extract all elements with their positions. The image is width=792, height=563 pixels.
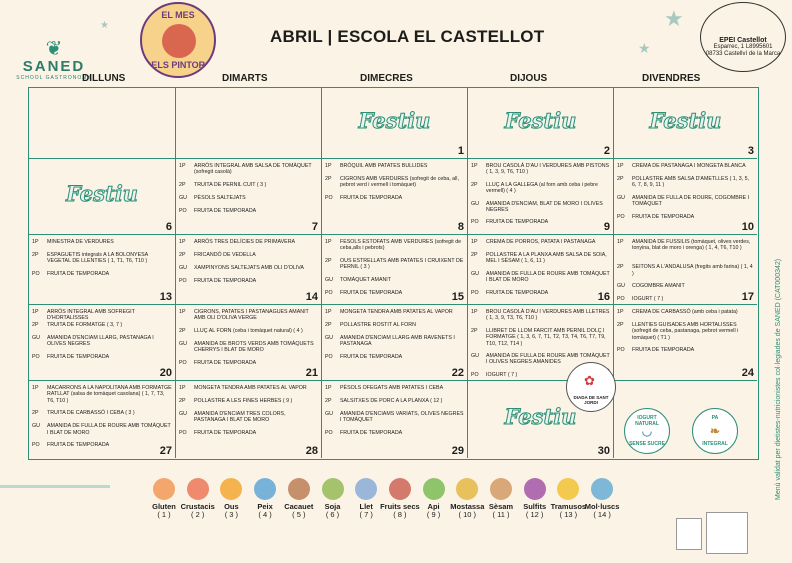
dish-name: FRUITA DE TEMPORADA <box>47 442 110 448</box>
course-code: PO <box>32 270 40 277</box>
dish-name: ARRÒS TRES DELÍCIES DE PRIMAVERA <box>194 239 296 245</box>
dish-name: PÈSOLS SALTEJATS <box>194 194 246 201</box>
course-code: 1P <box>617 239 624 245</box>
dish-name: AMANIDA DE FUSSILIS (tomàquet, olives verdes, tonyina, blat de moro i orenga) ( 1, 4, T6, T10 ) <box>632 239 751 252</box>
course-code: 2P <box>179 181 186 188</box>
allergen-name: Llet <box>359 502 373 511</box>
allergen-icon <box>389 478 411 500</box>
dish-name: FRUITA DE TEMPORADA <box>340 194 403 201</box>
dish-name: IOGURT ( 7 ) <box>632 296 664 302</box>
allergen-name: Api <box>427 502 440 511</box>
whole-bread-badge-bottom: INTEGRAL <box>702 441 728 447</box>
validation-note: Menú validat per dietistes-nutricionistes col·legiades de SANED (CAT000342) <box>775 258 782 500</box>
day-header-tuesday: DIMARTS <box>222 73 268 84</box>
dish-name: SALSITXES DE PORC A LA PLANXA ( 12 ) <box>340 398 443 404</box>
dish-name: COGOMBRE AMANIT <box>632 283 685 289</box>
day-number: 21 <box>305 367 318 379</box>
course-code: 1P <box>179 239 186 245</box>
course-code: PO <box>179 359 187 366</box>
allergen-name: Gluten <box>152 502 176 511</box>
course-code: 2P <box>471 181 478 188</box>
day-cell <box>468 88 614 159</box>
dish-name: LLUÇ AL FORN (ceba i tomàquet natural) ( 4 ) <box>194 327 303 334</box>
allergen-icon <box>288 478 310 500</box>
dish-name: TRUITA DE CARBASSÓ I CEBA ( 3 ) <box>47 410 135 417</box>
allergen-icon <box>423 478 445 500</box>
dish-name: TOMÀQUET AMANIT <box>340 276 392 283</box>
allergen-icon <box>591 478 613 500</box>
allergen-name: Crustacis <box>180 502 215 511</box>
dish-name: FRUITA DE TEMPORADA <box>194 207 257 214</box>
allergen-code: ( 4 ) <box>258 510 272 519</box>
star-icon: ★ <box>664 6 684 31</box>
day-cell <box>29 305 176 381</box>
day-cell <box>322 381 468 458</box>
dish-name: POLLASTRE ROSTIT AL FORN <box>340 322 416 328</box>
day-cell <box>322 235 468 305</box>
yogurt-icon: ◡ <box>641 424 653 438</box>
day-header-thursday: DIJOUS <box>510 73 548 84</box>
holiday-label: Festiu <box>649 107 722 133</box>
course-code: PO <box>179 429 187 436</box>
course-code: GU <box>471 270 479 277</box>
course-code: GU <box>471 353 479 359</box>
natural-yogurt-badge <box>624 408 670 454</box>
dish-name: AMANIDA DE FULLA DE ROURE AMB TOMÀQUET I BLAT DE MORO <box>486 270 610 284</box>
dish-name: BROU CASOLÀ D'AU I VERDURES AMB LLETRES ( 1, 3, 9, T3, T6, T10 ) <box>486 309 610 322</box>
allergen-name: Sulfits <box>523 502 547 511</box>
dish-name: TRUITA DE PERNIL CUIT ( 3 ) <box>194 181 267 188</box>
allergen-name: Sèsam <box>488 502 514 511</box>
course-code: 2P <box>179 327 186 334</box>
sant-jordi-label: DIADA DE SANT JORDI <box>573 395 609 405</box>
dish-name: POLLASTRE A LES FINES HERBES ( 9 ) <box>194 398 293 404</box>
dish-name: ARRÒS INTEGRAL AMB SOFREGIT D'HORTALISSES <box>47 309 135 322</box>
course-code: PO <box>179 278 187 284</box>
day-number: 16 <box>597 291 610 303</box>
theme-badge-bottom: DELS PINTORS <box>144 60 212 70</box>
dish-name: ESPAGUETIS integrals A LA BOLONYESA VEGETAL DE LLENTIES ( 1, T1, T6, T10 ) <box>47 252 148 265</box>
allergen-icon <box>456 478 478 500</box>
course-code: 2P <box>325 176 332 182</box>
whole-bread-badge-top: PA <box>711 415 719 421</box>
course-code: PO <box>179 207 187 214</box>
day-cell <box>614 305 757 381</box>
dish-name: AMANIDA D'ENCIAM TRES COLORS, PASTANAGA I BLAT DE MORO <box>194 411 286 424</box>
course-code: GU <box>32 423 40 430</box>
allergen-name: Mostassa <box>450 502 485 511</box>
empty-day-cell <box>29 88 176 159</box>
allergen-name: Mol·luscs <box>584 502 620 511</box>
dish-name: XAMPINYONS SALTEJATS AMB OLI D'OLIVA <box>194 265 304 271</box>
allergen-code: ( 5 ) <box>292 510 306 519</box>
course-code: 2P <box>325 398 332 404</box>
course-code: 2P <box>32 252 39 258</box>
allergen-item <box>582 478 622 519</box>
day-cell <box>614 88 757 159</box>
course-code: GU <box>325 276 333 283</box>
day-cell <box>29 159 176 235</box>
allergen-icon <box>254 478 276 500</box>
day-number: 10 <box>741 221 754 233</box>
dish-name: CREMA DE PASTANAGA I MONGETA BLANCA <box>632 163 746 169</box>
day-cell <box>176 305 322 381</box>
dish-name: CIGRONS, PATATES I PASTANAGUES AMANIT AMB OLI D'OLIVA VERGE <box>194 309 309 322</box>
allergen-icon <box>557 478 579 500</box>
dish-name: FRUITA DE TEMPORADA <box>632 347 695 354</box>
dish-name: AMANIDA DE FULLA DE ROURE, COGOMBRE I TOMÀQUET <box>632 194 750 208</box>
day-number: 1 <box>457 145 464 157</box>
day-number: 29 <box>451 445 464 457</box>
holiday-label: Festiu <box>504 107 577 133</box>
day-cell <box>176 159 322 235</box>
course-code: 1P <box>179 163 186 169</box>
course-code: GU <box>179 265 187 271</box>
rose-icon: ✿ <box>584 373 595 388</box>
course-code: 2P <box>325 257 332 264</box>
day-number: 7 <box>311 221 318 233</box>
course-code: PO <box>32 442 40 448</box>
course-code: 1P <box>325 309 332 315</box>
course-code: PO <box>325 429 333 436</box>
dish-name: FRUITA DE TEMPORADA <box>486 289 549 296</box>
day-number: 30 <box>597 445 610 457</box>
holiday-label: Festiu <box>504 403 577 429</box>
allergen-icon <box>355 478 377 500</box>
allergen-code: ( 9 ) <box>426 510 441 519</box>
day-cell <box>614 235 757 305</box>
day-cell <box>176 235 322 305</box>
school-stamp-line2: Esparrec, 1 L8995601 <box>713 44 773 50</box>
theme-badge-top: EL MES <box>161 10 195 20</box>
day-header-wednesday: DIMECRES <box>360 73 413 84</box>
course-code: 1P <box>325 385 332 391</box>
dish-name: FRUITA DE TEMPORADA <box>340 289 403 296</box>
dish-name: POLLASTRE A LA PLANXA AMB SALSA DE SOIA, MEL I SÈSAM ( 1, 6, 11 ) <box>486 252 607 265</box>
dish-name: ARRÒS INTEGRAL AMB SALSA DE TOMÀQUET (sofregit casolà) <box>194 163 312 176</box>
day-header-monday: DILLUNS <box>82 73 126 84</box>
course-code: GU <box>617 283 625 289</box>
course-code: 1P <box>471 309 478 315</box>
theme-badge <box>140 2 216 78</box>
day-number: 27 <box>159 445 172 457</box>
allergen-code: ( 10 ) <box>458 510 477 519</box>
course-code: 1P <box>325 239 332 245</box>
dish-name: AMANIDA DE FULLA DE ROURE AMB TOMÀQUET I OLIVES NEGRES AMANIDES <box>486 353 610 366</box>
dish-name: MONGETA TENDRA AMB PATATES AL VAPOR <box>194 385 307 391</box>
dish-name: AMANIDA D'ENCIAM LLARG AMB RAVENETS I PASTANAGA <box>340 335 455 348</box>
dish-name: FRUITA DE TEMPORADA <box>194 429 257 436</box>
dish-name: BROU CASOLÀ D'AU I VERDURES AMB PISTONS ( 1, 3, 9, T6, T10 ) <box>486 163 610 176</box>
dish-name: FRUITA DE TEMPORADA <box>486 219 549 226</box>
day-number: 17 <box>741 291 754 303</box>
dish-name: LLIBRET DE LLOM FARCIT AMB PERNIL DOLÇ I FORMATGE ( 1, 3, 6, 7, T1, T2, T3, T4, T6, T7, T9, T10, T12, T14 ) <box>486 327 606 347</box>
dish-name: POLLASTRE AMB SALSA D'AMETLLES ( 1, 3, 5, 6, 7, 8, 9, 11 ) <box>632 176 750 189</box>
dish-name: CREMA DE PORROS, PATATA I PASTANAGA <box>486 239 596 245</box>
dish-name: AMANIDA DE FULLA DE ROURE AMB TOMÀQUET I BLAT DE MORO <box>47 423 171 436</box>
day-cell <box>322 159 468 235</box>
allergen-name: Soja <box>324 502 341 511</box>
dish-name: AMANIDA DE BROTS VERDS AMB TOMÀQUETS CHERRYS I BLAT DE MORO <box>194 340 314 354</box>
allergen-icon <box>490 478 512 500</box>
course-code: PO <box>471 219 479 226</box>
dish-name: AMANIDA D'ENCIAM, BLAT DE MORO I OLIVES NEGRES <box>486 200 603 213</box>
star-icon: ★ <box>638 40 651 56</box>
day-cell <box>29 235 176 305</box>
dish-name: CIGRONS AMB VERDURES (sofregit de ceba, all, pebrot verd i vermell i tomàquet) <box>340 176 459 189</box>
allergen-code: ( 7 ) <box>359 510 373 519</box>
course-code: GU <box>179 411 187 417</box>
allergen-icon <box>524 478 546 500</box>
course-code: 1P <box>471 239 478 245</box>
dish-name: SEITONS A L'ANDALUSA (fregits amb farina) ( 1, 4 ) <box>632 264 753 277</box>
course-code: 1P <box>179 309 186 315</box>
tuv-certificate-icon <box>706 512 748 554</box>
course-code: GU <box>617 194 625 201</box>
allergen-name: Tramusos <box>550 502 587 511</box>
course-code: 2P <box>617 322 624 328</box>
day-number: 2 <box>603 145 610 157</box>
course-code: GU <box>32 335 40 341</box>
allergen-name: Ous <box>224 502 239 511</box>
allergen-icon <box>153 478 175 500</box>
dish-name: FRUITA DE TEMPORADA <box>47 270 110 277</box>
dish-name: AMANIDA D'ENCIAMS VARIATS, OLIVES NEGRES I TOMÀQUET <box>340 411 464 424</box>
school-stamp-line1: EPEI Castellot <box>719 37 767 44</box>
dish-name: LLENTIES GUISADES AMB HORTALISSES (sofregit de ceba, pastanaga, pebrot vermell i tomàquet) ( T1 ) <box>632 322 739 341</box>
day-cell <box>322 305 468 381</box>
dish-name: FRUITA DE TEMPORADA <box>340 429 403 436</box>
day-number: 8 <box>457 221 464 233</box>
allergen-code: ( 11 ) <box>492 510 510 519</box>
course-code: 1P <box>179 385 186 391</box>
course-code: 1P <box>32 385 39 391</box>
course-code: GU <box>325 411 333 417</box>
empty-day-cell <box>176 88 322 159</box>
star-icon: ★ <box>100 20 109 31</box>
day-cell <box>468 159 614 235</box>
allergen-icon <box>322 478 344 500</box>
vegetable-crate-illustration <box>0 485 110 563</box>
day-number: 13 <box>159 291 172 303</box>
course-code: 1P <box>325 163 332 169</box>
menu-calendar <box>28 87 759 460</box>
course-code: GU <box>325 335 333 341</box>
course-code: 2P <box>471 327 478 334</box>
page-title: ABRIL | ESCOLA EL CASTELLOT <box>270 27 545 46</box>
course-code: PO <box>325 289 333 296</box>
bread-icon: ❧ <box>709 424 721 438</box>
course-code: PO <box>325 194 333 201</box>
dish-name: FRICANDÓ DE VEDELLA <box>194 252 256 258</box>
day-number: 24 <box>741 367 754 379</box>
dish-name: FRUITA DE TEMPORADA <box>194 278 257 284</box>
brand-name: SANED <box>22 58 86 75</box>
holiday-label: Festiu <box>358 107 431 133</box>
course-code: 1P <box>617 309 624 315</box>
dish-name: BRÒQUIL AMB PATATES BULLIDES <box>340 163 428 169</box>
dish-name: TRUITA DE FORMATGE ( 3, 7 ) <box>47 322 123 328</box>
school-stamp <box>700 2 786 72</box>
allergen-icon <box>220 478 242 500</box>
allergen-code: ( 6 ) <box>325 510 340 519</box>
dish-name: IOGURT ( 7 ) <box>486 371 518 378</box>
day-number: 14 <box>305 291 318 303</box>
course-code: PO <box>617 213 625 220</box>
allergen-icon <box>187 478 209 500</box>
course-code: 1P <box>617 163 624 169</box>
day-number: 28 <box>305 445 318 457</box>
day-number: 3 <box>747 145 754 157</box>
quality-certificate-icon <box>676 518 702 550</box>
allergen-code: ( 3 ) <box>224 510 239 519</box>
saned-leaf-icon: ❦ <box>45 38 63 60</box>
dish-name: MINESTRA DE VERDURES <box>47 239 114 245</box>
day-cell <box>176 381 322 458</box>
day-number: 6 <box>165 221 172 233</box>
allergen-code: ( 13 ) <box>559 510 578 519</box>
dish-name: CREMA DE CARBASSÓ (amb ceba i patata) <box>632 309 738 315</box>
course-code: GU <box>179 194 187 201</box>
holiday-label: Festiu <box>66 181 138 206</box>
course-code: GU <box>179 340 187 347</box>
course-code: 1P <box>32 239 39 245</box>
dish-name: MONGETA TENDRA AMB PATATES AL VAPOR <box>340 309 453 315</box>
allergen-code: ( 8 ) <box>393 510 407 519</box>
dish-name: FRUITA DE TEMPORADA <box>632 213 695 220</box>
day-number: 9 <box>603 221 610 233</box>
whole-bread-badge <box>692 408 738 454</box>
dish-name: MACARRONS A LA NAPOLITANA AMB FORMATGE RATLLAT (salsa de tomàquet casolana) ( 1, 7, T3, T6, T10 ) <box>47 385 172 404</box>
school-stamp-line3: 08733 Castellví de la Marca <box>705 51 781 57</box>
course-code: GU <box>471 200 479 207</box>
day-number: 22 <box>451 367 464 379</box>
course-code: PO <box>471 371 479 378</box>
dish-name: OUS ESTRELLATS AMB PATATES I CRUIXENT DE PERNIL ( 3 ) <box>340 257 464 271</box>
natural-yogurt-badge-top: IOGURT NATURAL <box>635 415 659 427</box>
course-code: 2P <box>32 322 39 328</box>
allergen-name: Cacauet <box>284 502 314 511</box>
dish-name: LLUÇ A LA GALLEGA (al forn amb ceba i pebre vermell) ( 4 ) <box>486 181 598 195</box>
brand-tagline: SCHOOL GASTRONOMY <box>16 75 92 81</box>
dish-name: FRUITA DE TEMPORADA <box>194 359 257 366</box>
course-code: 2P <box>617 176 624 182</box>
dish-name: FRUITA DE TEMPORADA <box>340 353 403 360</box>
course-code: 1P <box>32 309 39 315</box>
course-code: PO <box>325 353 333 360</box>
course-code: 2P <box>179 252 186 258</box>
day-header-friday: DIVENDRES <box>642 73 701 84</box>
course-code: PO <box>32 353 40 360</box>
course-code: PO <box>617 296 625 302</box>
course-code: PO <box>471 289 479 296</box>
course-code: 2P <box>471 252 478 258</box>
course-code: 1P <box>471 163 478 169</box>
day-cell <box>322 88 468 159</box>
day-number: 15 <box>451 291 464 303</box>
allergen-code: ( 12 ) <box>525 510 544 519</box>
dish-name: FESOLS ESTOFATS AMB VERDURES (sofregit de ceba,alls i pebrots) <box>340 239 462 252</box>
course-code: 2P <box>32 410 39 417</box>
dish-name: PÈSOLS OFEGATS AMB PATATES I CEBA <box>340 385 444 391</box>
painter-icon <box>162 24 196 58</box>
course-code: PO <box>617 347 625 354</box>
allergen-name: Fruits secs <box>380 502 420 511</box>
allergen-code: ( 14 ) <box>593 510 611 519</box>
allergen-code: ( 1 ) <box>157 510 171 519</box>
course-code: 2P <box>179 398 186 404</box>
dish-name: FRUITA DE TEMPORADA <box>47 353 110 360</box>
sant-jordi-stamp <box>566 362 616 412</box>
day-cell <box>614 159 757 235</box>
course-code: 2P <box>325 322 332 328</box>
day-cell <box>29 381 176 458</box>
allergen-name: Peix <box>257 502 273 511</box>
dish-name: AMANIDA D'ENCIAM LLARG, PASTANAGA I OLIVES NEGRES <box>47 335 154 348</box>
day-number: 20 <box>159 367 172 379</box>
day-cell <box>468 235 614 305</box>
natural-yogurt-badge-bottom: SENSE SUCRE <box>629 441 665 447</box>
allergen-code: ( 2 ) <box>191 510 205 519</box>
course-code: 2P <box>617 264 624 271</box>
